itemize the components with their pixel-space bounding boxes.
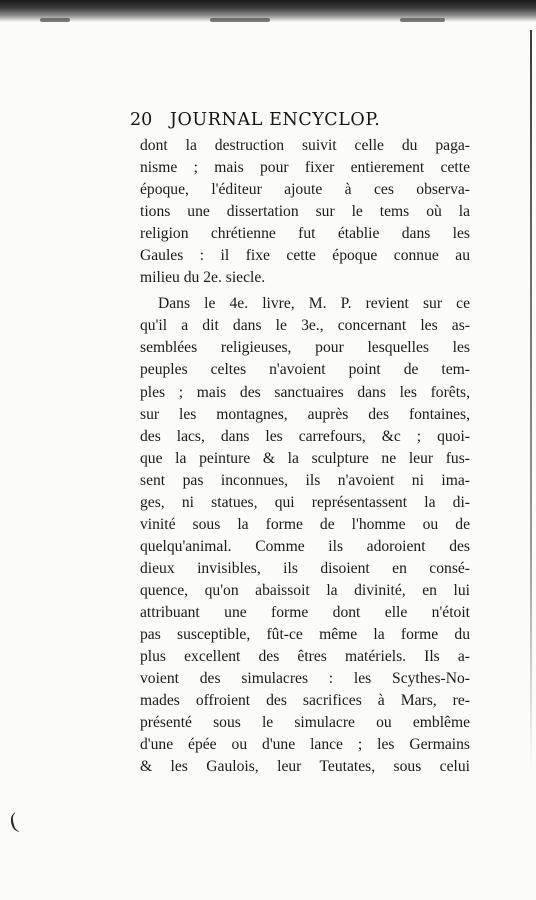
- text-line: plus excellent des êtres matériels. Ils a-: [140, 648, 470, 666]
- page-edge: [530, 30, 532, 770]
- text-line: milieu du 2e. siecle.: [140, 269, 266, 287]
- text-line: époque, l'éditeur ajoute à ces observa-: [140, 181, 470, 199]
- paragraph-1: [140, 135, 470, 289]
- text-line: semblées religieuses, pour lesquelles les: [140, 339, 470, 357]
- page-number: 20: [130, 110, 153, 130]
- text-line: voient des simulacres : les Scythes-No-: [140, 670, 470, 688]
- text-line: dieux invisibles, ils disoient en consé-: [140, 559, 470, 577]
- text-line: attribuant une forme dont elle n'étoit: [140, 603, 470, 621]
- text-line: peuples celtes n'avoient point de tem-: [140, 361, 470, 379]
- text-line: que la peinture & la sculpture ne leur fus-: [140, 449, 470, 467]
- text-line: ges, ni statues, qui représentassent la di-: [140, 493, 470, 511]
- text-line: mades offroient des sacrifices à Mars, re-: [140, 692, 470, 710]
- text-line: & les Gaulois, leur Teutates, sous celui: [140, 758, 470, 776]
- text-line: dont la destruction suivit celle du paga-: [140, 137, 470, 154]
- running-header: [130, 110, 415, 130]
- text-line: ples ; mais des sanctuaires dans les forêts,: [140, 383, 470, 401]
- text-line: vinité sous la forme de l'homme ou de: [140, 515, 470, 533]
- text-line: quelqu'animal. Comme ils adoroient des: [140, 537, 470, 555]
- body-text: [140, 135, 470, 778]
- scan-speck: [210, 18, 270, 22]
- text-line: sur les montagnes, auprès des fontaines,: [140, 405, 470, 423]
- text-line: pas susceptible, fût-ce même la forme du: [140, 626, 470, 644]
- text-line: tions une dissertation sur le tems où la: [140, 203, 470, 221]
- text-line: d'une épée ou d'une lance ; les Germains: [140, 736, 470, 754]
- scan-speck: [400, 18, 445, 22]
- text-line: sent pas inconnues, ils n'avoient ni ima-: [140, 471, 470, 489]
- running-title: JOURNAL ENCYCLOP.: [169, 110, 381, 130]
- scan-speck: [40, 18, 70, 22]
- text-line: Dans le 4e. livre, M. P. revient sur ce: [158, 295, 470, 313]
- paragraph-2: [140, 293, 470, 778]
- text-line: quence, qu'on abaissoit la divinité, en lui: [140, 581, 470, 599]
- text-line: qu'il a dit dans le 3e., concernant les as-: [140, 317, 470, 335]
- text-line: présenté sous le simulacre ou emblême: [140, 714, 470, 732]
- text-line: religion chrétienne fut établie dans les: [140, 225, 470, 243]
- text-line: nisme ; mais pour fixer entierement cette: [140, 159, 470, 177]
- text-line: des lacs, dans les carrefours, &c ; quoi-: [140, 427, 470, 445]
- margin-mark: (: [7, 807, 20, 834]
- text-line: Gaules : il fixe cette époque connue au: [140, 247, 470, 265]
